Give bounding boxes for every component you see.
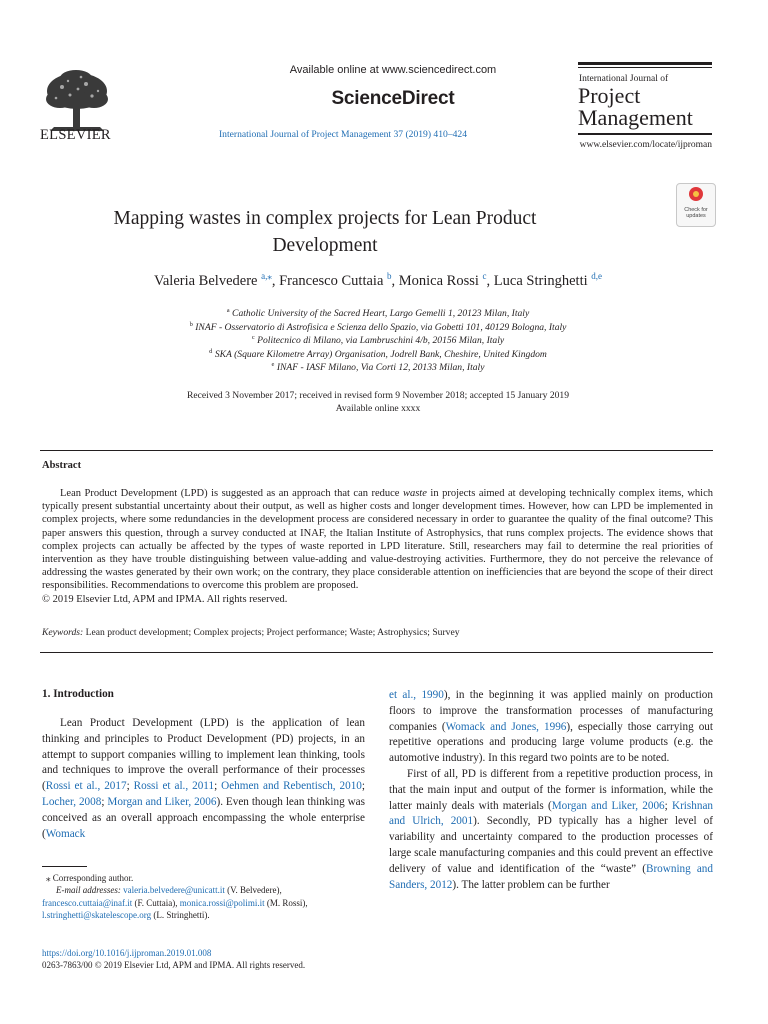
abstract-text-cont: in projects aimed at developing technically complex items, which typically present substantial uncertainty about their output, as well as higher costs and longer development times. However, how can LPD be implemented in complex projects, where some redundancies in the development process are considered necessary in order to guarantee the quality of the final outcome? This paper answers this question, through a survey conducted at INAF, the Italian Institute of Astrophysics, that runs complex projects. The evidence shows that complex projects can actually be affected by the types of waste reported in LPD literature. Still, researchers may fail to determine the real priorities of intervention as they have trouble distinguishing between value-adding and value-destroying activities. Furthermore, they do not perceive the relevance of addressing the wastes generated by their own work; on the contrary, they place considerable attention on inefficiencies that are beyond the scope of their direct responsibilities. Recommendations to overcome this problem are proposed. — [42, 488, 713, 592]
affil-text: Politecnico di Milano, via Lambruschini 4/b, 20156 Milan, Italy — [257, 335, 505, 347]
right-column-text — [389, 688, 713, 893]
body-text: ). Secondly, PD typically has a higher level of variability and uncertainty compared to the production processes of large scale manufacturing companies and this could prevent an effective delivery of value and identification of the “waste” ( — [389, 815, 714, 875]
keywords — [42, 627, 713, 638]
journal-box-rule-top-thin — [578, 67, 712, 68]
body-text: ), especially those carrying out repetitive operations and producing large volume products (e.g. the automotive industry). In this regard two points are to be noted. — [389, 720, 713, 765]
footnote — [42, 872, 365, 922]
body-text: ). The latter problem can be further — [452, 878, 610, 891]
citation-link[interactable]: Womack and Jones, 1996 — [445, 720, 567, 733]
body-text: ). Even though lean thinking was conceived as an overall approach encompassing the whole enterprise ( — [42, 795, 365, 840]
journal-box-subtitle: International Journal of — [579, 74, 669, 84]
article-title — [0, 205, 650, 259]
intro-paragraph-1-cont — [389, 688, 713, 767]
section-heading-introduction: 1. Introduction — [42, 688, 114, 700]
doi-link[interactable]: https://doi.org/10.1016/j.ijproman.2019.01.008 — [42, 948, 212, 958]
sciencedirect-logo[interactable]: ScienceDirect — [331, 88, 455, 109]
author-name: Francesco Cuttaia — [279, 272, 384, 289]
body-text: Lean Product Development (LPD) is the application of lean thinking and principles to Product Development (PD) projects, in an attempt to support companies willing to implement lean thinking, tools and techniques to improve the overall performance of their processes ( — [42, 717, 365, 793]
left-column-text — [42, 716, 365, 842]
citation-sep: ; — [361, 780, 366, 793]
email-label: E-mail addresses: — [56, 885, 121, 896]
intro-paragraph-1 — [42, 716, 365, 842]
intro-paragraph-2 — [389, 767, 713, 893]
journal-url[interactable]: www.elsevier.com/locate/ijproman — [579, 140, 712, 150]
citation-link[interactable]: Browning and Sanders, 2012 — [389, 862, 713, 891]
affil-text: Catholic University of the Sacred Heart, Largo Gemelli 1, 20123 Milan, Italy — [232, 308, 530, 320]
author-name: Valeria Belvedere — [154, 272, 258, 289]
author-sep: , — [486, 272, 494, 289]
author-sep: , — [391, 272, 399, 289]
author-affil-sup[interactable]: b — [387, 271, 392, 281]
email-line — [42, 909, 365, 921]
affil-sup: a — [226, 307, 230, 314]
citation-sep: ; — [126, 780, 134, 793]
check-for-updates-badge[interactable] — [676, 183, 716, 227]
email-link[interactable]: monica.rossi@polimi.it — [179, 897, 265, 908]
keywords-list: Lean product development; Complex projects; Project performance; Waste; Astrophysics; Survey — [83, 627, 460, 638]
doi-block — [42, 947, 305, 972]
article-title-line1: Mapping wastes in complex projects for Lean Product — [113, 208, 537, 229]
check-updates-label: Check for updates — [684, 207, 708, 219]
abstract-text: Lean Product Development (LPD) is suggested as an approach that can reduce — [60, 488, 403, 499]
citation-link[interactable]: Krishnan and Ulrich, 2001 — [389, 799, 713, 828]
affil-sup: c — [251, 334, 255, 341]
article-title-line2: Development — [272, 235, 378, 256]
divider-top — [40, 450, 713, 451]
citation-link[interactable]: Oehmen and Rebentisch, 2010 — [221, 780, 362, 793]
author-affil-sup[interactable]: a,⁎ — [261, 271, 272, 281]
email-link[interactable]: l.stringhetti@skatelescope.org — [42, 910, 152, 921]
body-text: First of all, PD is different from a repetitive production process, in that the main input and output of the former is information, while the latter mainly deals with materials ( — [389, 767, 713, 812]
author-affil-sup[interactable]: d,e — [591, 271, 602, 281]
abstract-heading: Abstract — [42, 460, 82, 471]
email-owner: (F. Cuttaia), — [132, 897, 180, 908]
abstract-emphasis: waste — [402, 488, 427, 499]
email-line — [42, 884, 365, 896]
received-line: Received 3 November 2017; received in revised form 9 November 2018; accepted 15 January 2019 — [186, 390, 570, 401]
affil-sup: b — [189, 320, 193, 328]
citation-link[interactable]: Locher, 2008 — [42, 795, 102, 808]
citation-link[interactable]: Rossi et al., 2011 — [133, 780, 215, 793]
journal-box-rule-top — [578, 62, 712, 65]
divider-bottom — [40, 652, 713, 653]
affil-text: SKA (Square Kilometre Array) Organisation, Jodrell Bank, Cheshire, United Kingdom — [214, 348, 547, 360]
body-text: ), in the beginning it was applied mainly on production floors to improve the transformation processes of manufacturing companies ( — [389, 689, 713, 733]
author-list — [0, 271, 756, 290]
author-name: Monica Rossi — [398, 272, 479, 289]
abstract-paragraph — [42, 487, 713, 593]
email-owner: (V. Belvedere), — [224, 885, 282, 896]
email-owner: (M. Rossi), — [264, 897, 308, 908]
affil-sup: d — [209, 347, 213, 355]
check-updates-icon — [689, 187, 703, 201]
available-online-line: Available online xxxx — [335, 403, 421, 414]
journal-box-rule-bottom — [578, 133, 712, 135]
keywords-label: Keywords: — [42, 627, 84, 638]
abstract-body — [42, 487, 713, 606]
footnote-rule — [42, 866, 87, 867]
citation-sep: ; — [214, 780, 222, 793]
affil-text: INAF - Osservatorio di Astrofisica e Scienza dello Spazio, via Gobetti 101, 40129 Bologna, Italy — [195, 321, 567, 333]
check-updates-icon-inner — [693, 191, 699, 197]
affil-sup: e — [271, 361, 275, 368]
author-affil-sup[interactable]: c — [482, 271, 487, 281]
available-online-text[interactable]: Available online at www.sciencedirect.com — [289, 64, 497, 76]
journal-box-title-line2: Management — [578, 105, 693, 130]
email-line — [42, 897, 365, 909]
journal-box-title-line1: Project — [578, 83, 641, 108]
citation-sep: ; — [664, 799, 672, 812]
citation-link[interactable]: et al., 1990 — [389, 689, 444, 701]
author-sep: , — [271, 272, 280, 289]
email-link[interactable]: valeria.belvedere@unicatt.it — [123, 885, 225, 896]
publisher-name: ELSEVIER — [40, 127, 111, 143]
author-name: Luca Stringhetti — [493, 272, 588, 289]
citation-link[interactable]: Rossi et al., 2017 — [45, 780, 127, 793]
citation-link[interactable]: Womack — [45, 827, 86, 840]
email-link[interactable]: francesco.cuttaia@inaf.it — [42, 897, 133, 908]
email-owner: (L. Stringhetti). — [151, 910, 210, 921]
issn-copyright: 0263-7863/00 © 2019 Elsevier Ltd, APM and IPMA. All rights reserved. — [42, 960, 306, 971]
citation-link[interactable]: Morgan and Liker, 2006 — [107, 795, 217, 808]
abstract-copyright: © 2019 Elsevier Ltd, APM and IPMA. All rights reserved. — [42, 593, 288, 605]
corresponding-author-note: ⁎ Corresponding author. — [46, 873, 134, 883]
received-dates — [0, 389, 756, 415]
journal-citation[interactable]: International Journal of Project Management 37 (2019) 410–424 — [218, 129, 468, 140]
affil-text: INAF - IASF Milano, Via Corti 12, 20133 Milan, Italy — [276, 362, 485, 374]
citation-sep: ; — [101, 795, 108, 808]
citation-link[interactable]: Morgan and Liker, 2006 — [551, 799, 665, 812]
affiliation-e — [0, 358, 756, 375]
